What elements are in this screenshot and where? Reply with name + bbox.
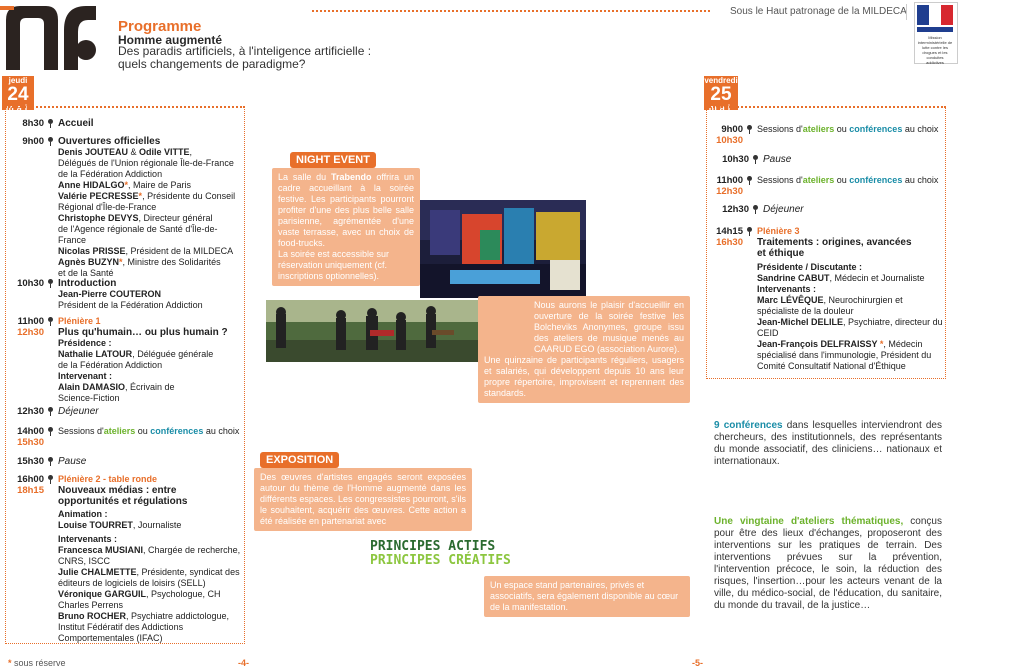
- role-label: Animation :: [58, 509, 108, 519]
- speaker-name: Alain DAMASIO: [58, 382, 126, 392]
- session-content: [757, 175, 943, 186]
- speaker-role: de la Fédération Addiction: [58, 360, 163, 370]
- speaker-role: Président de la Fédération Addiction: [58, 300, 203, 310]
- text: offrira un cadre accueillant à la soirée festive. Les participants pourront profiter d'une des plus belle salle parisienne, agrémentée d'une vaste terrasse, avec un choix de food-trucks.: [278, 172, 414, 248]
- conferences-paragraph: [714, 420, 942, 468]
- time: 8h30: [22, 118, 44, 129]
- workshops-highlight: Une vingtaine d'ateliers thématiques,: [714, 516, 904, 527]
- session-content: [58, 316, 244, 404]
- session-title: Plus qu'humain… ou plus humain ?: [58, 327, 228, 338]
- session-title: Traitements : origines, avancées: [757, 237, 912, 248]
- speaker-name: Jean-François DELFRAISSY: [757, 339, 878, 349]
- time: 14h15: [716, 226, 743, 237]
- speaker-role: , Chargée de recherche,: [143, 545, 241, 555]
- day-number: 25: [710, 84, 732, 105]
- plenary-tag: Plénière 1: [58, 316, 101, 326]
- text: au choix: [203, 426, 240, 436]
- speaker-role: , Déléguée générale: [132, 349, 214, 359]
- header-separator: [906, 4, 907, 20]
- end-time: 12h30: [17, 327, 44, 338]
- pin-icon: [747, 176, 752, 181]
- speaker-role: France: [58, 235, 87, 245]
- speaker-role: , Médecin et Journaliste: [829, 273, 925, 283]
- speaker-role: spécialisé dans l'immunologie, Président du: [757, 350, 932, 360]
- speaker-role: , Médecin: [883, 339, 923, 349]
- pin-icon: [48, 427, 53, 432]
- speaker-role: Science-Fiction: [58, 393, 120, 403]
- pin-icon: [48, 119, 53, 124]
- plenary-tag: Plénière 2 - table ronde: [58, 474, 158, 484]
- speaker-name: Odile VITTE: [139, 147, 190, 157]
- band-intro: Nous aurons le plaisir d'accueillir en ouverture de la soirée festive les Bolcheviks Anonymes, groupe issu des ateliers de musique menés au CAARUD EGO (association Aurore).: [534, 300, 684, 354]
- workshops-label: ateliers: [802, 124, 835, 134]
- time: 11h00: [716, 175, 743, 186]
- speaker-name: Valérie PECRESSE: [58, 191, 139, 201]
- star: *: [138, 191, 143, 201]
- speaker-role: , Journaliste: [132, 520, 182, 530]
- speaker-name: Louise TOURRET: [58, 520, 133, 530]
- speaker-role: éditeurs de logiciels de loisirs (SELL): [58, 578, 206, 588]
- end-time: 12h30: [716, 186, 743, 197]
- night-event-label: NIGHT EVENT: [290, 152, 376, 168]
- speaker-name: Francesca MUSIANI: [58, 545, 144, 555]
- speaker-role: de la Fédération Addiction: [58, 169, 163, 179]
- schedule-day2: [706, 103, 946, 379]
- session-title: Pause: [58, 456, 87, 467]
- speaker-role: , Présidente, syndicat des: [136, 567, 240, 577]
- page-number-left: -4-: [238, 658, 249, 668]
- star: *: [124, 180, 129, 190]
- role-label: Intervenant :: [58, 371, 113, 381]
- pin-icon: [753, 155, 758, 160]
- pin-icon: [747, 227, 752, 232]
- session-title: Introduction: [58, 278, 117, 289]
- speaker-role: spécialiste de la douleur: [757, 306, 854, 316]
- speaker-role: , Ministre des Solidarités: [122, 257, 221, 267]
- time: 9h00: [22, 136, 44, 147]
- speaker-name: Nathalie LATOUR: [58, 349, 133, 359]
- speaker-role: , Président de la MILDECA: [125, 246, 234, 256]
- workshops-label: ateliers: [802, 175, 835, 185]
- session-content: [757, 124, 943, 135]
- text: Sessions d': [757, 175, 803, 185]
- end-time: 10h30: [716, 135, 743, 146]
- time: 11h00: [17, 316, 44, 327]
- conferences-highlight: 9 conférences: [714, 420, 783, 431]
- venue-photo: [420, 200, 586, 298]
- speaker-role: Délégués de l'Union régionale Île-de-France: [58, 158, 234, 168]
- time: 9h00: [721, 124, 743, 135]
- session-content: [58, 136, 244, 279]
- conferences-label: conférences: [849, 175, 903, 185]
- patronage-text: Sous le Haut patronage de la MILDECA: [730, 6, 907, 17]
- pin-icon: [48, 457, 53, 462]
- session-content: [757, 226, 943, 372]
- text: conçus pour être des lieux d'échanges, proposeront des interventions sur les pratiques de terrain. Des interventions prévues sur la prévention, l'intervention précoce, le soin, la réduction des risques, l'insertion…pour les acteurs venant de la ville, du médico-social, de l'éducation, du sanitaire, du monde du travail, de la justice…: [714, 516, 942, 611]
- speaker-role: Institut Fédératif des Addictions: [58, 622, 184, 632]
- session-title: Ouvertures officielles: [58, 136, 161, 147]
- venue-name: Trabendo: [330, 172, 372, 182]
- end-time: 16h30: [716, 237, 743, 248]
- day-month: mai: [5, 103, 31, 113]
- pin-icon: [48, 475, 53, 480]
- brand-line-1: PRINCIPES ACTIFS: [370, 539, 496, 554]
- text: au choix: [902, 124, 939, 134]
- time: 10h30: [722, 154, 749, 165]
- text: La salle du: [278, 172, 331, 182]
- role-label: Présidence :: [58, 338, 112, 348]
- workshops-label: ateliers: [103, 426, 136, 436]
- speaker-role: de l'Agence régionale de Santé d'Île-de-: [58, 224, 218, 234]
- page-number-right: -5-: [692, 658, 703, 668]
- exposition-text: Des œuvres d'artistes engagés seront exposées autour du thème de l'Homme augmenté dans les différents espaces. Les congressistes pourront, s'ils le souhaitent, acquérir des œuvres. Cette action a été réalisée en partenariat avec: [254, 468, 472, 531]
- speaker-role: et de la Santé: [58, 268, 114, 278]
- schedule-day1: [5, 106, 245, 644]
- day-badge-thursday: [2, 76, 34, 113]
- speaker-role: , Psychologue, CH: [146, 589, 221, 599]
- pin-icon: [48, 317, 53, 322]
- time: 14h00: [17, 426, 44, 437]
- pin-icon: [48, 137, 53, 142]
- speaker-name: Denis JOUTEAU: [58, 147, 129, 157]
- night-event-text: [272, 168, 420, 286]
- flag-icon: [917, 5, 953, 25]
- text: ,: [189, 147, 193, 157]
- speaker-role: , Maire de Paris: [128, 180, 192, 190]
- star: *: [8, 658, 12, 668]
- day-number: 24: [7, 84, 29, 105]
- speaker-name: Jean-Michel DELILE: [757, 317, 844, 327]
- band-text: [478, 296, 690, 403]
- program-question: [118, 45, 418, 71]
- speaker-role: , Neurochirurgien et: [823, 295, 903, 305]
- pin-icon: [48, 407, 53, 412]
- speaker-name: Bruno ROCHER: [58, 611, 126, 621]
- footnote-text: sous réserve: [11, 658, 66, 668]
- speaker-role: Comité Consultatif National d'Éthique: [757, 361, 906, 371]
- session-title: Accueil: [58, 118, 94, 129]
- text: &: [128, 147, 140, 157]
- day-name: vendredi: [704, 76, 738, 85]
- pin-icon: [747, 125, 752, 130]
- band-description: Une quinzaine de participants réguliers, usagers et salariés, qui développent depuis 10 ans leur propre répertoire, improvisent et reprennent des standards.: [484, 355, 684, 398]
- program-subtitle: Homme augmenté: [118, 33, 223, 47]
- reservation-note: La soirée est accessible sur réservation uniquement (cf. inscriptions optionnelles).: [278, 249, 390, 281]
- day-name: jeudi: [8, 76, 28, 85]
- logo-band: [917, 27, 953, 32]
- session-title: Nouveaux médias : entre: [58, 485, 177, 496]
- day-badge-friday: [704, 76, 738, 113]
- speaker-role: , Psychiatre addictologue,: [126, 611, 230, 621]
- mildeca-logo-text: Mission interministérielle de lutte contre les drogues et les conduites addictives: [917, 35, 953, 65]
- speaker-role: , Écrivain de: [125, 382, 175, 392]
- text: Sessions d': [757, 124, 803, 134]
- text: ou: [135, 426, 151, 436]
- text: Sessions d': [58, 426, 104, 436]
- text: au choix: [902, 175, 939, 185]
- text: dans lesquelles interviendront des chercheurs, des institutionnels, des représentants du monde associatif, des cliniciens… nationaux et internationaux.: [714, 420, 942, 467]
- star: *: [119, 257, 123, 267]
- footnote: [8, 658, 66, 668]
- conferences-label: conférences: [849, 124, 903, 134]
- speaker-role: Charles Perrens: [58, 600, 124, 610]
- plenary-tag: Plénière 3: [757, 226, 800, 236]
- speaker-role: CEID: [757, 328, 779, 338]
- speaker-name: Jean-Pierre COUTERON: [58, 289, 162, 299]
- time: 12h30: [722, 204, 749, 215]
- end-time: 15h30: [17, 437, 44, 448]
- question-line-1: Des paradis artificiels, à l'inteligence artificielle :: [118, 44, 372, 58]
- speaker-name: Julie CHALMETTE: [58, 567, 137, 577]
- principes-actifs-logo: [370, 540, 511, 568]
- session-title: opportunités et régulations: [58, 496, 188, 507]
- role-label: Présidente / Discutante :: [757, 262, 863, 272]
- workshops-paragraph: [714, 516, 942, 612]
- question-line-2: quels changements de paradigme?: [118, 57, 306, 71]
- speaker-role: , Directeur général: [138, 213, 213, 223]
- time: 12h30: [17, 406, 44, 417]
- pin-icon: [753, 205, 758, 210]
- speaker-name: Agnès BUZYN: [58, 257, 120, 267]
- speaker-role: Comportementales (IFAC): [58, 633, 163, 643]
- conferences-label: conférences: [150, 426, 204, 436]
- role-label: Intervenants :: [757, 284, 817, 294]
- role-label: Intervenants :: [58, 534, 118, 544]
- session-content: [58, 474, 244, 644]
- session-content: [58, 426, 244, 437]
- day-month: mai: [708, 103, 734, 113]
- pin-icon: [48, 279, 53, 284]
- speaker-name: Christophe DEVYS: [58, 213, 139, 223]
- end-time: 18h15: [17, 485, 44, 496]
- speaker-role: , Présidente du Conseil: [142, 191, 236, 201]
- speaker-role: , Psychiatre, directeur du: [843, 317, 943, 327]
- event-logo: [0, 0, 98, 70]
- session-content: [58, 278, 244, 311]
- brand-line-2: PRINCIPES CRÉATIFS: [370, 553, 511, 568]
- speaker-role: Régional d'Île-de-France: [58, 202, 157, 212]
- header-divider: [312, 10, 710, 12]
- program-title: Programme: [118, 18, 202, 35]
- stand-text: Un espace stand partenaires, privés et associatifs, sera également disponible au cœur de la manifestation.: [484, 576, 690, 617]
- session-title: Déjeuner: [763, 204, 804, 215]
- session-title: Pause: [763, 154, 792, 165]
- speaker-name: Sandrine CABUT: [757, 273, 830, 283]
- session-title: et éthique: [757, 248, 805, 259]
- speaker-name: Marc LÉVÊQUE: [757, 295, 824, 305]
- speaker-name: Nicolas PRISSE: [58, 246, 126, 256]
- session-title: Déjeuner: [58, 406, 99, 417]
- speaker-name: Véronique GARGUIL: [58, 589, 147, 599]
- star: *: [877, 339, 884, 349]
- speaker-role: CNRS, ISCC: [58, 556, 111, 566]
- time: 10h30: [17, 278, 44, 289]
- text: ou: [834, 124, 850, 134]
- exposition-label: EXPOSITION: [260, 452, 339, 468]
- speaker-name: Anne HIDALGO: [58, 180, 125, 190]
- government-logo: [914, 2, 958, 64]
- time: 15h30: [17, 456, 44, 467]
- time: 16h00: [17, 474, 44, 485]
- text: ou: [834, 175, 850, 185]
